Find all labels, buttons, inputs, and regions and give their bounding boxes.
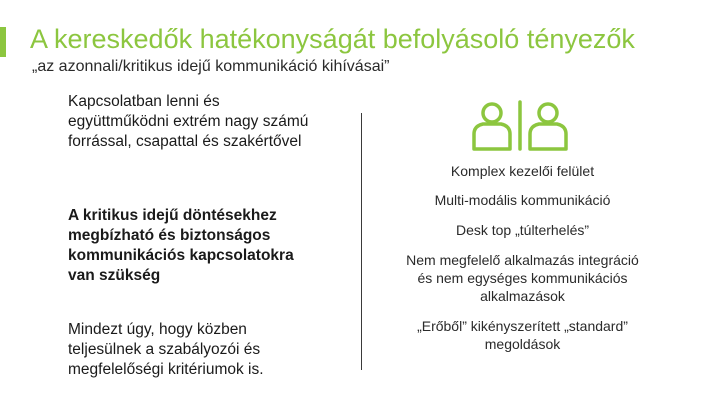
challenge-item: Nem megfelelő alkalmazás integráció és nem egységes kommunikációs alkalmazások	[406, 252, 639, 304]
challenge-item: Komplex kezelői felület	[450, 163, 595, 179]
slide-title: A kereskedők hatékonyságát befolyásoló tényezők	[30, 24, 635, 54]
two-persons-icon	[470, 100, 570, 152]
slide-subtitle: „az azonnali/kritikus idejű kommunikáció kihívásai”	[32, 58, 390, 75]
title-accent-bar	[0, 27, 6, 57]
left-point-3: Mindezt úgy, hogy közben teljesülnek a szabályozói és megfelelőségi kritériumok is.	[68, 321, 264, 378]
challenge-list	[405, 162, 640, 365]
left-point-1: Kapcsolatban lenni és együttműködni extrém nagy számú forrással, csapattal és szakértővel	[68, 93, 309, 150]
challenge-item: Multi-modális kommunikáció	[434, 192, 611, 208]
left-point-2: A kritikus idejű döntésekhez megbízható és biztonságos kommunikációs kapcsolatokra van szükség	[68, 207, 294, 284]
challenge-item: Desk top „túlterhelés”	[455, 222, 590, 238]
challenge-item: „Erőből” kikényszerített „standard” megoldások	[417, 318, 628, 352]
vertical-divider	[361, 113, 362, 370]
